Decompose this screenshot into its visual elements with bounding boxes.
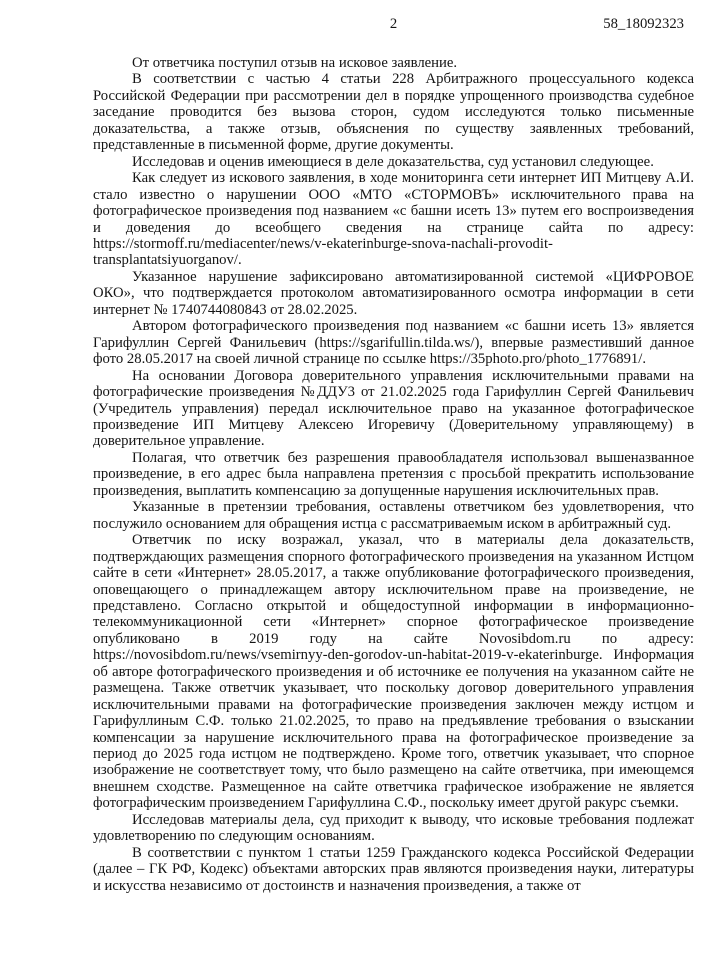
paragraph: Автором фотографического произведения под названием «с башни исеть 13» является Гарифуллин Сергей Фанильевич (https://sgarifullin.tilda.ws/), впервые разместивший данное фото 28.05.2017 на своей личной странице по ссылке https://35photo.pro/photo_1776891/. xyxy=(93,318,694,368)
paragraph: Указанное нарушение зафиксировано автоматизированной системой «ЦИФРОВОЕ ОКО», что подтверждается протоколом автоматизированного осмотра информации в сети интернет № 1740744080843 от 28.02.2025. xyxy=(93,268,694,318)
page-number: 2 xyxy=(389,16,398,32)
paragraph: Ответчик по иску возражал, указал, что в материалы дела доказательств, подтверждающих размещения спорного фотографического произведения на указанном Истцом сайте в сети «Интернет» 28.05.2017, а также опубликование фотографического произведения, оповещающего о принадлежащем автору исключительном праве на произведение, не представлено. Согласно открытой и общедоступной информации в информационно-телекоммуникационной сети «Интернет» спорное фотографическое произведение опубликовано в 2019 году на сайте Novosibdom.ru по адресу: https://novosibdom.ru/news/vsemirnyy-den-gorodov-un-habitat-2019-v-ekaterinburge. Информация об авторе фотографического произведения и об источнике ее получения на указанном сайте не размещена. Также ответчик указывает, что поскольку договор доверительного управления исключительными правами на фотографические произведения заключен между истцом и Гарифуллиным С.Ф. только 21.02.2025, то право на предъявление требования о взыскании компенсации за нарушение исключительного права на фотографическое произведение за период до 2025 года истцом не подтверждено. Кроме того, ответчик указывает, что спорное изображение не соответствует тому, что было размещено на сайте ответчика, при имеющемся внешнем сходстве. Размещенное на сайте ответчика графическое изображение не является фотографическим произведением Гарифуллина С.Ф., поскольку имеет другой ракурс съемки. xyxy=(93,532,694,812)
paragraph: На основании Договора доверительного управления исключительными правами на фотографические произведения №ДДУ3 от 21.02.2025 года Гарифуллин Сергей Фанильевич (Учредитель управления) передал исключительное право на указанное фотографическое произведение ИП Митцеву Алексею Игоревичу (Доверительному управляющему) в доверительное управление. xyxy=(93,367,694,450)
paragraph: Полагая, что ответчик без разрешения правообладателя использовал вышеназванное произведение, в его адрес была направлена претензия с просьбой прекратить использование произведения, выплатить компенсацию за допущенные нарушения исключительных прав. xyxy=(93,449,694,499)
paragraph: Исследовав и оценив имеющиеся в деле доказательства, суд установил следующее. xyxy=(132,153,654,170)
paragraph: В соответствии с пунктом 1 статьи 1259 Гражданского кодекса Российской Федерации (далее – ГК РФ, Кодекс) объектами авторских прав являются произведения науки, литературы и искусства независимо от достоинств и назначения произведения, а также от xyxy=(93,844,694,894)
paragraph: Исследовав материалы дела, суд приходит к выводу, что исковые требования подлежат удовлетворению по следующим основаниям. xyxy=(93,811,694,845)
page-header xyxy=(93,16,694,36)
case-number: 58_18092323 xyxy=(603,16,684,32)
paragraph: Указанные в претензии требования, оставлены ответчиком без удовлетворения, что послужило основанием для обращения истца с рассматриваемым иском в арбитражный суд. xyxy=(93,499,694,532)
document-body xyxy=(93,55,694,894)
paragraph: В соответствии с частью 4 статьи 228 Арбитражного процессуального кодекса Российской Федерации при рассмотрении дел в порядке упрощенного производства судебное заседание проводится без вызова сторон, судом исследуются только письменные доказательства, а также отзыв, объяснения по существу заявленных требований, представленные в письменной форме, другие документы. xyxy=(93,71,694,154)
paragraph: Как следует из искового заявления, в ходе мониторинга сети интернет ИП Митцеву А.И. стало известно о нарушении ООО «МТО «СТОРМОВЪ» исключительного права на фотографическое произведения под названием «с башни исеть 13» путем его воспроизведения и доведения до всеобщего сведения на странице сайта по адресу: https://stormoff.ru/mediacenter/news/v-ekaterinburge-snova-nachali-provodit-transplantatsiyuorganov/. xyxy=(93,170,694,269)
paragraph: От ответчика поступил отзыв на исковое заявление. xyxy=(132,55,458,71)
